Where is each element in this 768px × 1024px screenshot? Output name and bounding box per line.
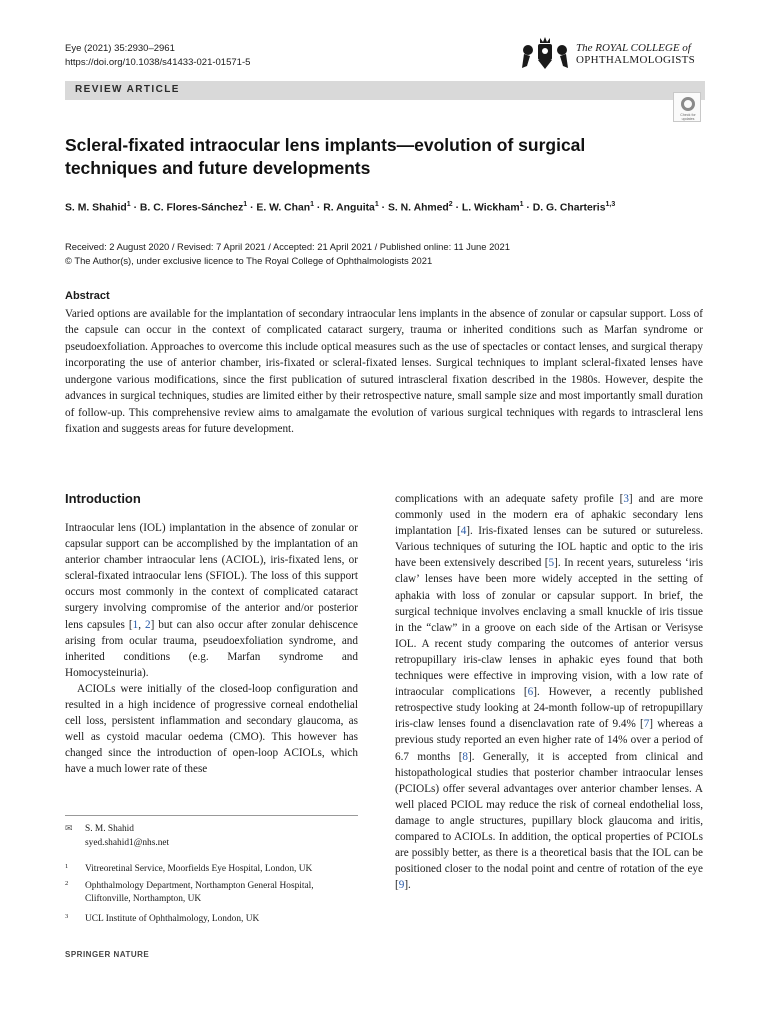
author-separator: · — [247, 202, 257, 214]
paper-title: Scleral-fixated intraocular lens implants—evolution of surgical techniques and future developments — [65, 135, 586, 178]
citation-link[interactable]: 8 — [462, 750, 469, 763]
citation-link[interactable]: 5 — [548, 557, 555, 570]
history-dates: Received: 2 August 2020 / Revised: 7 April 2021 / Accepted: 21 April 2021 / Published online: 11 June 2021 — [65, 241, 510, 252]
text-run: Intraocular lens (IOL) implantation in the absence of zonular or capsular support can be accomplished by the implantation of an anterior chamber intraocular lens (ACIOL), iris-fixated lens, or scleral-fixated intraocular lens (SFIOL). The loss of this support occurs most commonly in the context of complicated cataract surgery involving compromise of the anterior and/or posterior lens capsules [ — [65, 522, 358, 631]
corresponding-email[interactable]: syed.shahid1@nhs.net — [85, 837, 170, 848]
paragraph: ACIOLs were initially of the closed-loop configuration and resulted in a high incidence of progressive corneal endothelial cell loss, persistent inflammation and secondary glaucoma, as well as cystoid macular oedema (CMO). This however has changed since the introduction of open-loop ACIOLs, which have a much lower rate of these — [65, 682, 358, 776]
text-run: ] but can also occur after zonular dehiscence arising from ocular trauma, pseudoexfoliation syndrome, and inherited conditions (e.g. Marfan syndrome and Homocysteinuria). — [65, 618, 358, 679]
text-run: ]. — [404, 879, 411, 892]
abstract-heading: Abstract — [65, 290, 110, 302]
copyright-line: © The Author(s), under exclusive licence to The Royal College of Ophthalmologists 2021 — [65, 255, 433, 266]
author-name[interactable]: S. M. Shahid — [65, 202, 127, 214]
citation-link[interactable]: 7 — [643, 718, 650, 731]
author-separator: · — [523, 202, 533, 214]
body-column-right — [395, 491, 703, 893]
journal-reference — [65, 42, 250, 70]
paragraph — [65, 520, 358, 681]
author-separator: · — [130, 202, 140, 214]
publisher-logo — [518, 36, 708, 72]
text-run: ]. Iris-fixated lenses can be sutured or sutureless. Various techniques of suturing the IOL haptic and optic to the iris have been extensively described [ — [395, 525, 703, 570]
author-list — [65, 201, 715, 213]
citation-link[interactable]: 6 — [527, 686, 534, 699]
author-separator: · — [378, 202, 388, 214]
affiliation-text: UCL Institute of Ophthalmology, London, UK — [85, 914, 260, 924]
journal-citation: Eye (2021) 35:2930–2961 — [65, 43, 175, 54]
citation-link[interactable]: 4 — [460, 525, 467, 538]
publisher-logo-line2: OPHTHALMOLOGISTS — [576, 54, 696, 66]
text-run: ]. Generally, it is accepted from clinical and histopathological studies that posterior chamber intraocular lenses (PCIOLs) offer several advantages over anterior chamber lenses. A well placed PCIOL may reduce the risk of corneal endothelial loss, damage to angle structures, pupillary block glaucoma and iritis, compared to ACIOLs. In addition, the optical properties of PCIOLs are possibly better, as there is a theoretical basis that the IOL can be positioned closer to the nodal point and centre of rotation of the eye [ — [395, 750, 703, 892]
citation-link[interactable]: 9 — [398, 879, 405, 892]
check-updates-button[interactable] — [673, 92, 701, 122]
affiliation-text: Cliftonville, Northampton, UK — [85, 894, 202, 904]
text-run: complications with an adequate safety profile [ — [395, 493, 624, 505]
publisher-logo-line1: The ROYAL COLLEGE of — [576, 42, 691, 54]
author-separator: · — [452, 202, 462, 214]
affiliation-text: Ophthalmology Department, Northampton General Hospital, — [85, 881, 314, 891]
author-name[interactable]: L. Wickham — [461, 202, 520, 214]
author-name[interactable]: S. N. Ahmed — [387, 202, 449, 214]
doi-link[interactable]: https://doi.org/10.1038/s41433-021-01571-5 — [65, 57, 251, 68]
check-updates-label: Check for updates — [680, 113, 696, 121]
footnote-divider — [65, 815, 358, 816]
citation-link[interactable]: 2 — [145, 618, 151, 631]
body-column-left — [65, 520, 358, 778]
author-separator: · — [314, 202, 324, 214]
author-affiliation-mark: 1 — [310, 201, 315, 208]
citation-link[interactable]: 1 — [132, 618, 139, 631]
affiliation-number: 1 — [65, 863, 69, 870]
affiliation-text: Vitreoretinal Service, Moorfields Eye Hospital, London, UK — [85, 864, 313, 874]
publisher-footer: SPRINGER NATURE — [65, 950, 150, 959]
author-affiliation-mark: 1 — [374, 201, 379, 208]
envelope-icon: ✉ — [65, 823, 73, 833]
text-run: , — [138, 618, 145, 631]
section-heading-introduction: Introduction — [65, 491, 141, 506]
text-run: ]. In recent years, sutureless ‘iris claw’ lenses have been more widely accepted in the setting of aphakia with loss of zonular or capsular support. In brief, the surgical technique involves enclaving a small knuckle of iris tissue in the “claw” in a groove on each side of the Artisan or Verisyse IOL. A recent study comparing the outcomes of anterior versus retropupillary iris-claw lenses in aphakic eyes found that both techniques were effective in improving vision, with a low rate of intraocular complications [ — [395, 557, 703, 699]
text-run: ] and are more commonly used in the modern era of aphakic secondary lens implantation [ — [395, 493, 703, 538]
author-name[interactable]: R. Anguita — [323, 202, 375, 214]
author-affiliation-mark: 1,3 — [605, 201, 616, 208]
abstract-text: Varied options are available for the implantation of secondary intraocular lens implants in the absence of zonular or capsular support. Loss of the capsule can occur in the context of complicated cataract surgery, trauma or inherited conditions such as Marfan syndrome or pseudoexfoliation. Approaches to overcome this include optical measures such as the use of spectacles or contact lenses, and surgical therapy incorporating the use of anterior chamber, iris-fixated or scleral-fixated lenses. Surgical techniques to implant scleral-fixated lenses have undergone various modifications, since the first publication of sutured intrascleral fixation described in the 1980s. However, despite the advances in surgical techniques, studies are limited either by their retrospective nature, small sample size and most importantly small duration of follow-up. This comprehensive review aims to amalgamate the evolution of various surgical techniques with regards to intrascleral lens fixation and suggests areas for future development. — [65, 308, 703, 436]
affiliation-number: 2 — [65, 880, 69, 887]
article-type-bar — [65, 81, 705, 100]
author-name[interactable]: D. G. Charteris — [532, 202, 606, 214]
paragraph — [395, 491, 703, 893]
crest-icon — [518, 36, 572, 72]
author-affiliation-mark: 1 — [243, 201, 248, 208]
citation-link[interactable]: 3 — [623, 493, 629, 505]
corresponding-name: S. M. Shahid — [85, 824, 134, 834]
author-affiliation-mark: 1 — [519, 201, 524, 208]
affiliation-number: 3 — [65, 913, 69, 920]
article-type-label: REVIEW ARTICLE — [75, 84, 180, 95]
check-updates-icon — [681, 97, 695, 111]
author-affiliation-mark: 1 — [126, 201, 131, 208]
publication-dates — [65, 240, 510, 268]
author-affiliation-mark: 2 — [448, 201, 453, 208]
text-run: ]. However, a recently published retrospective study looking at 24-month follow-up of retropupillary iris-claw lenses found a disenclavation rate of 9.4% [ — [395, 686, 703, 731]
text-run: ] whereas a previous study reported an even higher rate of 14% over a period of 6.7 months [ — [395, 718, 703, 763]
corresponding-author — [65, 822, 169, 850]
author-name[interactable]: B. C. Flores-Sánchez — [139, 202, 244, 214]
author-name[interactable]: E. W. Chan — [256, 202, 311, 214]
